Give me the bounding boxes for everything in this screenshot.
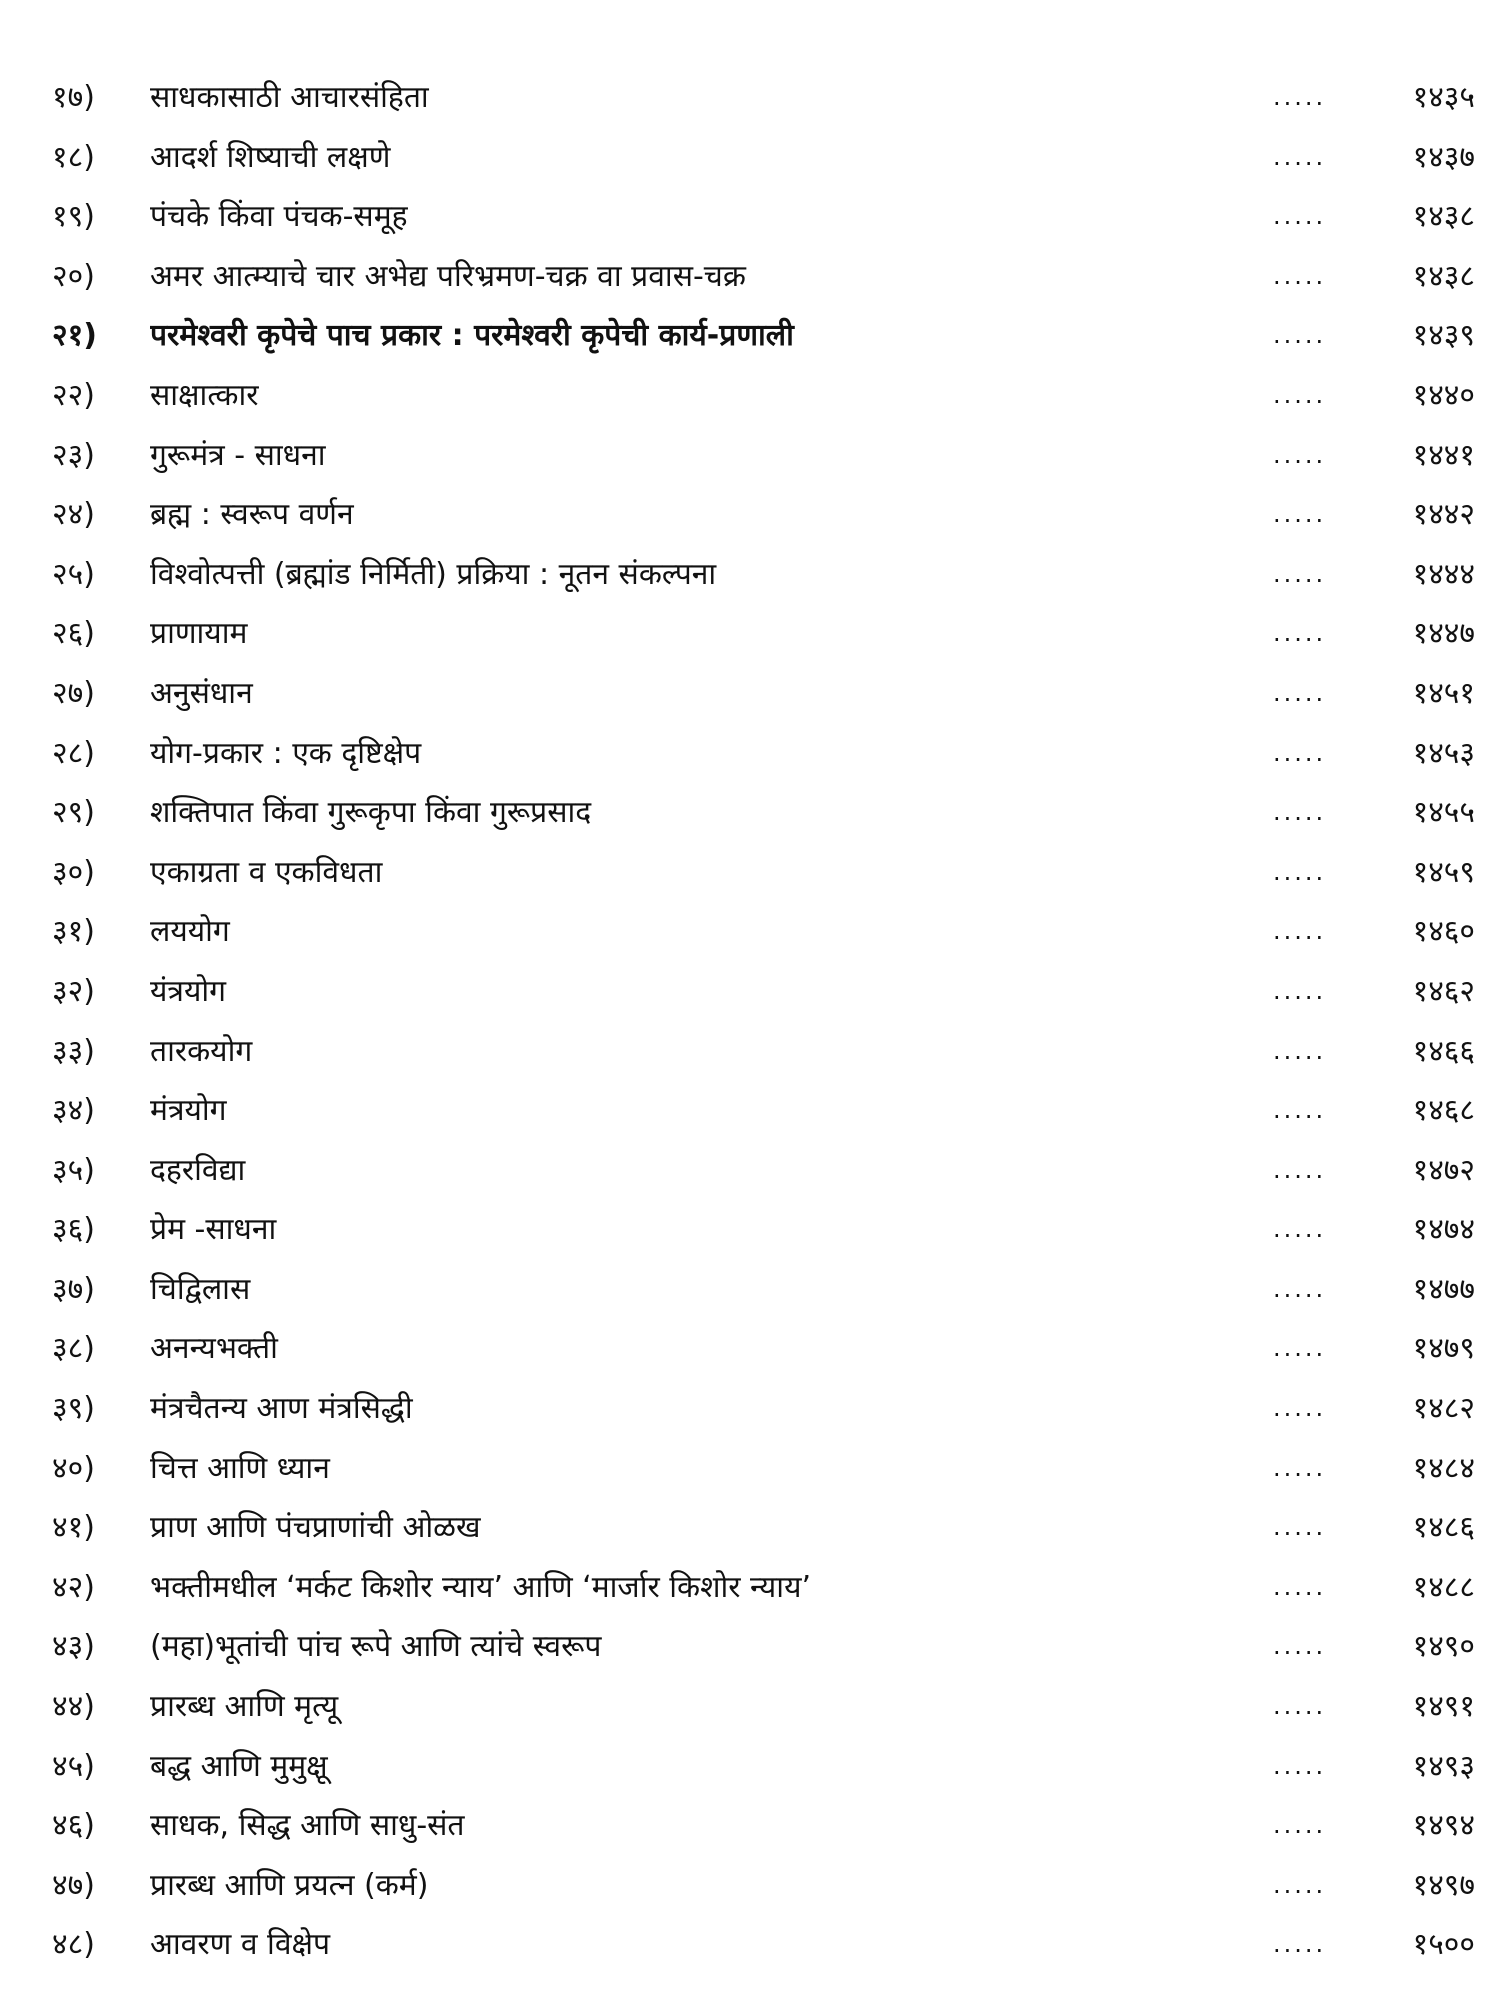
toc-entry (0, 604, 1500, 664)
dot-leader: ..... (1273, 261, 1327, 290)
entry-page-number: १४३८ (1412, 258, 1475, 294)
dot-leader: ..... (1273, 976, 1327, 1005)
entry-page-number: १४९१ (1412, 1689, 1475, 1725)
entry-page-number: १४७२ (1412, 1152, 1475, 1188)
toc-entry (0, 485, 1500, 545)
entry-page-number: १४४४ (1412, 556, 1475, 592)
toc-entry (0, 1617, 1500, 1677)
entry-page-number: १४४७ (1412, 616, 1475, 652)
toc-entry (0, 545, 1500, 605)
entry-page-number: १४७७ (1412, 1271, 1475, 1307)
dot-leader: ..... (1273, 1096, 1327, 1125)
entry-title: तारकयोग (150, 1033, 253, 1069)
entry-page-number: १५०० (1412, 1927, 1475, 1963)
entry-number: २१) (52, 318, 97, 354)
toc-entry (0, 1677, 1500, 1737)
dot-leader: ..... (1273, 619, 1327, 648)
entry-number: ४२) (52, 1569, 95, 1605)
dot-leader: ..... (1273, 440, 1327, 469)
entry-page-number: १४८४ (1412, 1450, 1475, 1486)
dot-leader: ..... (1273, 1751, 1327, 1780)
entry-number: ३३) (52, 1033, 95, 1069)
entry-number: १९) (52, 199, 95, 235)
dot-leader: ..... (1273, 798, 1327, 827)
toc-entry (0, 1915, 1500, 1975)
dot-leader: ..... (1273, 202, 1327, 231)
entry-page-number: १४५१ (1412, 675, 1475, 711)
entry-number: ३२) (52, 973, 95, 1009)
entry-number: ३४) (52, 1093, 95, 1129)
dot-leader: ..... (1273, 321, 1327, 350)
entry-title: पंचके किंवा पंचक-समूह (150, 199, 408, 235)
entry-number: ४७) (52, 1867, 95, 1903)
entry-number: ३९) (52, 1391, 95, 1427)
entry-title: चिद्विलास (150, 1271, 251, 1307)
entry-page-number: १४६२ (1412, 973, 1475, 1009)
entry-page-number: १४६० (1412, 914, 1475, 950)
toc-entry (0, 306, 1500, 366)
entry-title: प्राणायाम (150, 616, 248, 652)
toc-entry (0, 1260, 1500, 1320)
entry-number: २४) (52, 497, 95, 533)
entry-title: दहरविद्या (150, 1152, 246, 1188)
entry-number: ३०) (52, 854, 95, 890)
entry-number: १७) (52, 80, 95, 115)
entry-number: ४३) (52, 1629, 95, 1665)
dot-leader: ..... (1273, 1394, 1327, 1423)
entry-number: ४६) (52, 1808, 95, 1844)
dot-leader: ..... (1273, 917, 1327, 946)
dot-leader: ..... (1273, 1692, 1327, 1721)
entry-title: परमेश्वरी कृपेचे पाच प्रकार : परमेश्वरी कृपेची कार्य-प्रणाली (150, 318, 794, 354)
entry-title: अनुसंधान (150, 675, 253, 711)
dot-leader: ..... (1273, 1274, 1327, 1303)
entry-page-number: १४३७ (1412, 139, 1475, 175)
entry-title: अमर आत्म्याचे चार अभेद्य परिभ्रमण-चक्र वा प्रवास-चक्र (150, 258, 746, 294)
entry-number: २२) (52, 377, 95, 413)
entry-title: आदर्श शिष्याची लक्षणे (150, 139, 391, 175)
entry-number: १८) (52, 139, 95, 175)
entry-number: २५) (52, 556, 95, 592)
dot-leader: ..... (1273, 1811, 1327, 1840)
dot-leader: ..... (1273, 738, 1327, 767)
dot-leader: ..... (1273, 1632, 1327, 1661)
toc-entry (0, 247, 1500, 307)
toc-entry (0, 843, 1500, 903)
entry-number: ३१) (52, 914, 95, 950)
entry-title: आवरण व विक्षेप (150, 1927, 331, 1963)
dot-leader: ..... (1273, 678, 1327, 707)
toc-entry (0, 1200, 1500, 1260)
entry-number: ३६) (52, 1212, 95, 1248)
toc-entry (0, 1796, 1500, 1856)
entry-page-number: १४५९ (1412, 854, 1475, 890)
dot-leader: ..... (1273, 1334, 1327, 1363)
entry-title: बद्ध आणि मुमुक्षू (150, 1748, 328, 1784)
entry-page-number: १४३९ (1412, 318, 1475, 354)
entry-number: ४०) (52, 1450, 95, 1486)
dot-leader: ..... (1273, 1155, 1327, 1184)
entry-page-number: १४९४ (1412, 1808, 1475, 1844)
toc-entry (0, 1022, 1500, 1082)
entry-title: साक्षात्कार (150, 377, 259, 413)
entry-title: योग-प्रकार : एक दृष्टिक्षेप (150, 735, 422, 771)
entry-title: मंत्रयोग (150, 1093, 227, 1129)
entry-number: ३७) (52, 1271, 95, 1307)
entry-title: विश्वोत्पत्ती (ब्रह्मांड निर्मिती) प्रक्रिया : नूतन संकल्पना (150, 556, 717, 592)
entry-page-number: १४६८ (1412, 1093, 1475, 1129)
dot-leader: ..... (1273, 857, 1327, 886)
entry-title: साधकासाठी आचारसंहिता (150, 80, 429, 115)
entry-title: प्राण आणि पंचप्राणांची ओळख (150, 1510, 481, 1546)
entry-page-number: १४३५ (1412, 80, 1475, 115)
entry-title: प्रारब्ध आणि प्रयत्न (कर्म) (150, 1867, 429, 1903)
toc-entry (0, 366, 1500, 426)
entry-number: ३८) (52, 1331, 95, 1367)
entry-page-number: १४७४ (1412, 1212, 1475, 1248)
dot-leader: ..... (1273, 559, 1327, 588)
dot-leader: ..... (1273, 1870, 1327, 1899)
entry-number: २८) (52, 735, 95, 771)
entry-title: गुरूमंत्र - साधना (150, 437, 326, 473)
toc-entry (0, 1856, 1500, 1916)
toc-entry (0, 1141, 1500, 1201)
toc-entry (0, 1737, 1500, 1797)
entry-number: ४५) (52, 1748, 95, 1784)
entry-page-number: १४८२ (1412, 1391, 1475, 1427)
entry-title: भक्तीमधील ‘मर्कट किशोर न्याय’ आणि ‘मार्जार किशोर न्याय’ (150, 1569, 812, 1605)
entry-page-number: १४६६ (1412, 1033, 1475, 1069)
entry-number: २९) (52, 795, 95, 831)
entry-number: २०) (52, 258, 95, 294)
entry-title: शक्तिपात किंवा गुरूकृपा किंवा गुरूप्रसाद (150, 795, 592, 831)
entry-number: ४४) (52, 1689, 95, 1725)
toc-entry (0, 1319, 1500, 1379)
entry-page-number: १४९३ (1412, 1748, 1475, 1784)
toc-entry (0, 187, 1500, 247)
dot-leader: ..... (1273, 1215, 1327, 1244)
entry-number: २७) (52, 675, 95, 711)
entry-page-number: १४४० (1412, 377, 1475, 413)
entry-number: २३) (52, 437, 95, 473)
toc-entry (0, 902, 1500, 962)
dot-leader: ..... (1273, 1453, 1327, 1482)
toc-entry (0, 664, 1500, 724)
toc-entry (0, 783, 1500, 843)
entry-number: ४१) (52, 1510, 95, 1546)
entry-title: साधक, सिद्ध आणि साधु-संत (150, 1808, 465, 1844)
entry-page-number: १४८६ (1412, 1510, 1475, 1546)
entry-title: लययोग (150, 914, 230, 950)
dot-leader: ..... (1273, 142, 1327, 171)
entry-page-number: १४९७ (1412, 1867, 1475, 1903)
entry-number: २६) (52, 616, 95, 652)
entry-title: एकाग्रता व एकविधता (150, 854, 383, 890)
entry-title: यंत्रयोग (150, 973, 227, 1009)
entry-page-number: १४५३ (1412, 735, 1475, 771)
table-of-contents (0, 68, 1500, 1975)
entry-page-number: १४५५ (1412, 795, 1475, 831)
dot-leader: ..... (1273, 1930, 1327, 1959)
entry-page-number: १४४१ (1412, 437, 1475, 473)
dot-leader: ..... (1273, 1513, 1327, 1542)
entry-page-number: १४७९ (1412, 1331, 1475, 1367)
entry-page-number: १४३८ (1412, 199, 1475, 235)
dot-leader: ..... (1273, 83, 1327, 111)
toc-entry (0, 1439, 1500, 1499)
entry-title: प्रारब्ध आणि मृत्यू (150, 1689, 339, 1725)
entry-title: अनन्यभक्ती (150, 1331, 278, 1367)
toc-entry (0, 68, 1500, 128)
toc-entry (0, 1498, 1500, 1558)
entry-number: ४८) (52, 1927, 95, 1963)
toc-entry (0, 1379, 1500, 1439)
dot-leader: ..... (1273, 1036, 1327, 1065)
dot-leader: ..... (1273, 500, 1327, 529)
toc-entry (0, 724, 1500, 784)
dot-leader: ..... (1273, 380, 1327, 409)
entry-page-number: १४९० (1412, 1629, 1475, 1665)
entry-title: मंत्रचैतन्य आण मंत्रसिद्धी (150, 1391, 413, 1427)
toc-entry (0, 1081, 1500, 1141)
entry-page-number: १४४२ (1412, 497, 1475, 533)
entry-number: ३५) (52, 1152, 95, 1188)
entry-title: प्रेम -साधना (150, 1212, 277, 1248)
toc-entry (0, 962, 1500, 1022)
entry-title: (महा)भूतांची पांच रूपे आणि त्यांचे स्वरूप (150, 1629, 602, 1665)
entry-page-number: १४८८ (1412, 1569, 1475, 1605)
entry-title: ब्रह्म : स्वरूप वर्णन (150, 497, 354, 533)
toc-entry (0, 426, 1500, 486)
toc-entry (0, 128, 1500, 188)
toc-entry (0, 1558, 1500, 1618)
entry-title: चित्त आणि ध्यान (150, 1450, 330, 1486)
dot-leader: ..... (1273, 1572, 1327, 1601)
